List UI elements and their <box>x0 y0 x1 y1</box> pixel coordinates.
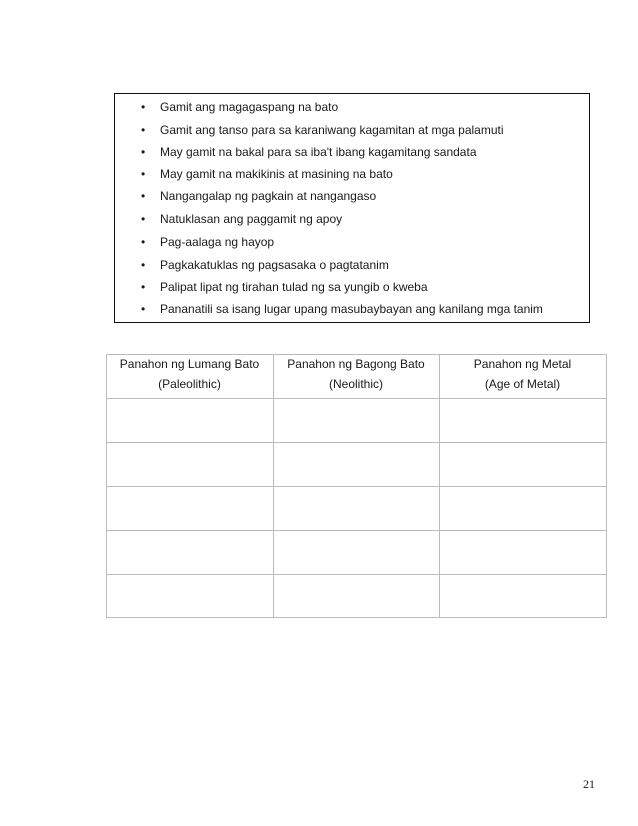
column-header-metal <box>439 354 606 398</box>
bullet-icon: • <box>141 212 146 226</box>
bullet-icon: • <box>141 167 146 181</box>
page-number: 21 <box>583 777 595 791</box>
list-item-text: May gamit na makikinis at masining na bato <box>160 167 393 181</box>
list-item-text: Pagkakatuklas ng pagsasaka o pagtatanim <box>160 258 389 272</box>
table-rule <box>106 617 607 618</box>
column-title: Panahon ng Lumang Bato <box>119 357 260 371</box>
column-header-neolithic <box>273 354 439 398</box>
column-subtitle: (Neolithic) <box>328 377 383 391</box>
table-rule <box>106 398 607 399</box>
classification-table <box>106 354 607 618</box>
bullet-icon: • <box>141 302 146 316</box>
table-rule <box>106 530 607 531</box>
list-item-text: Gamit ang tanso para sa karaniwang kagamitan at mga palamuti <box>160 123 504 137</box>
list-item-text: Palipat lipat ng tirahan tulad ng sa yungib o kweba <box>160 280 428 294</box>
column-header-paleolithic <box>106 354 273 398</box>
bullet-icon: • <box>141 145 146 159</box>
list-item-text: Pag-aalaga ng hayop <box>160 235 275 249</box>
bullet-icon: • <box>141 280 146 294</box>
column-subtitle: (Age of Metal) <box>484 377 561 391</box>
table-rule <box>606 354 607 618</box>
choices-box <box>114 93 590 323</box>
table-rule <box>106 574 607 575</box>
list-item-text: Gamit ang magagaspang na bato <box>160 100 339 114</box>
bullet-icon: • <box>141 123 146 137</box>
bullet-icon: • <box>141 258 146 272</box>
bullet-icon: • <box>141 100 146 114</box>
table-rule <box>106 486 607 487</box>
column-subtitle: (Paleolithic) <box>158 377 221 391</box>
list-item-text: May gamit na bakal para sa iba't ibang kagamitang sandata <box>160 145 477 159</box>
list-item-text: Nangangalap ng pagkain at nangangaso <box>160 189 377 203</box>
list-item-text: Natuklasan ang paggamit ng apoy <box>160 212 343 226</box>
bullet-icon: • <box>141 235 146 249</box>
column-title: Panahon ng Bagong Bato <box>287 357 425 371</box>
list-item-text: Pananatili sa isang lugar upang masubaybayan ang kanilang mga tanim <box>160 302 543 316</box>
column-title: Panahon ng Metal <box>473 357 572 371</box>
table-rule <box>106 442 607 443</box>
bullet-icon: • <box>141 189 146 203</box>
